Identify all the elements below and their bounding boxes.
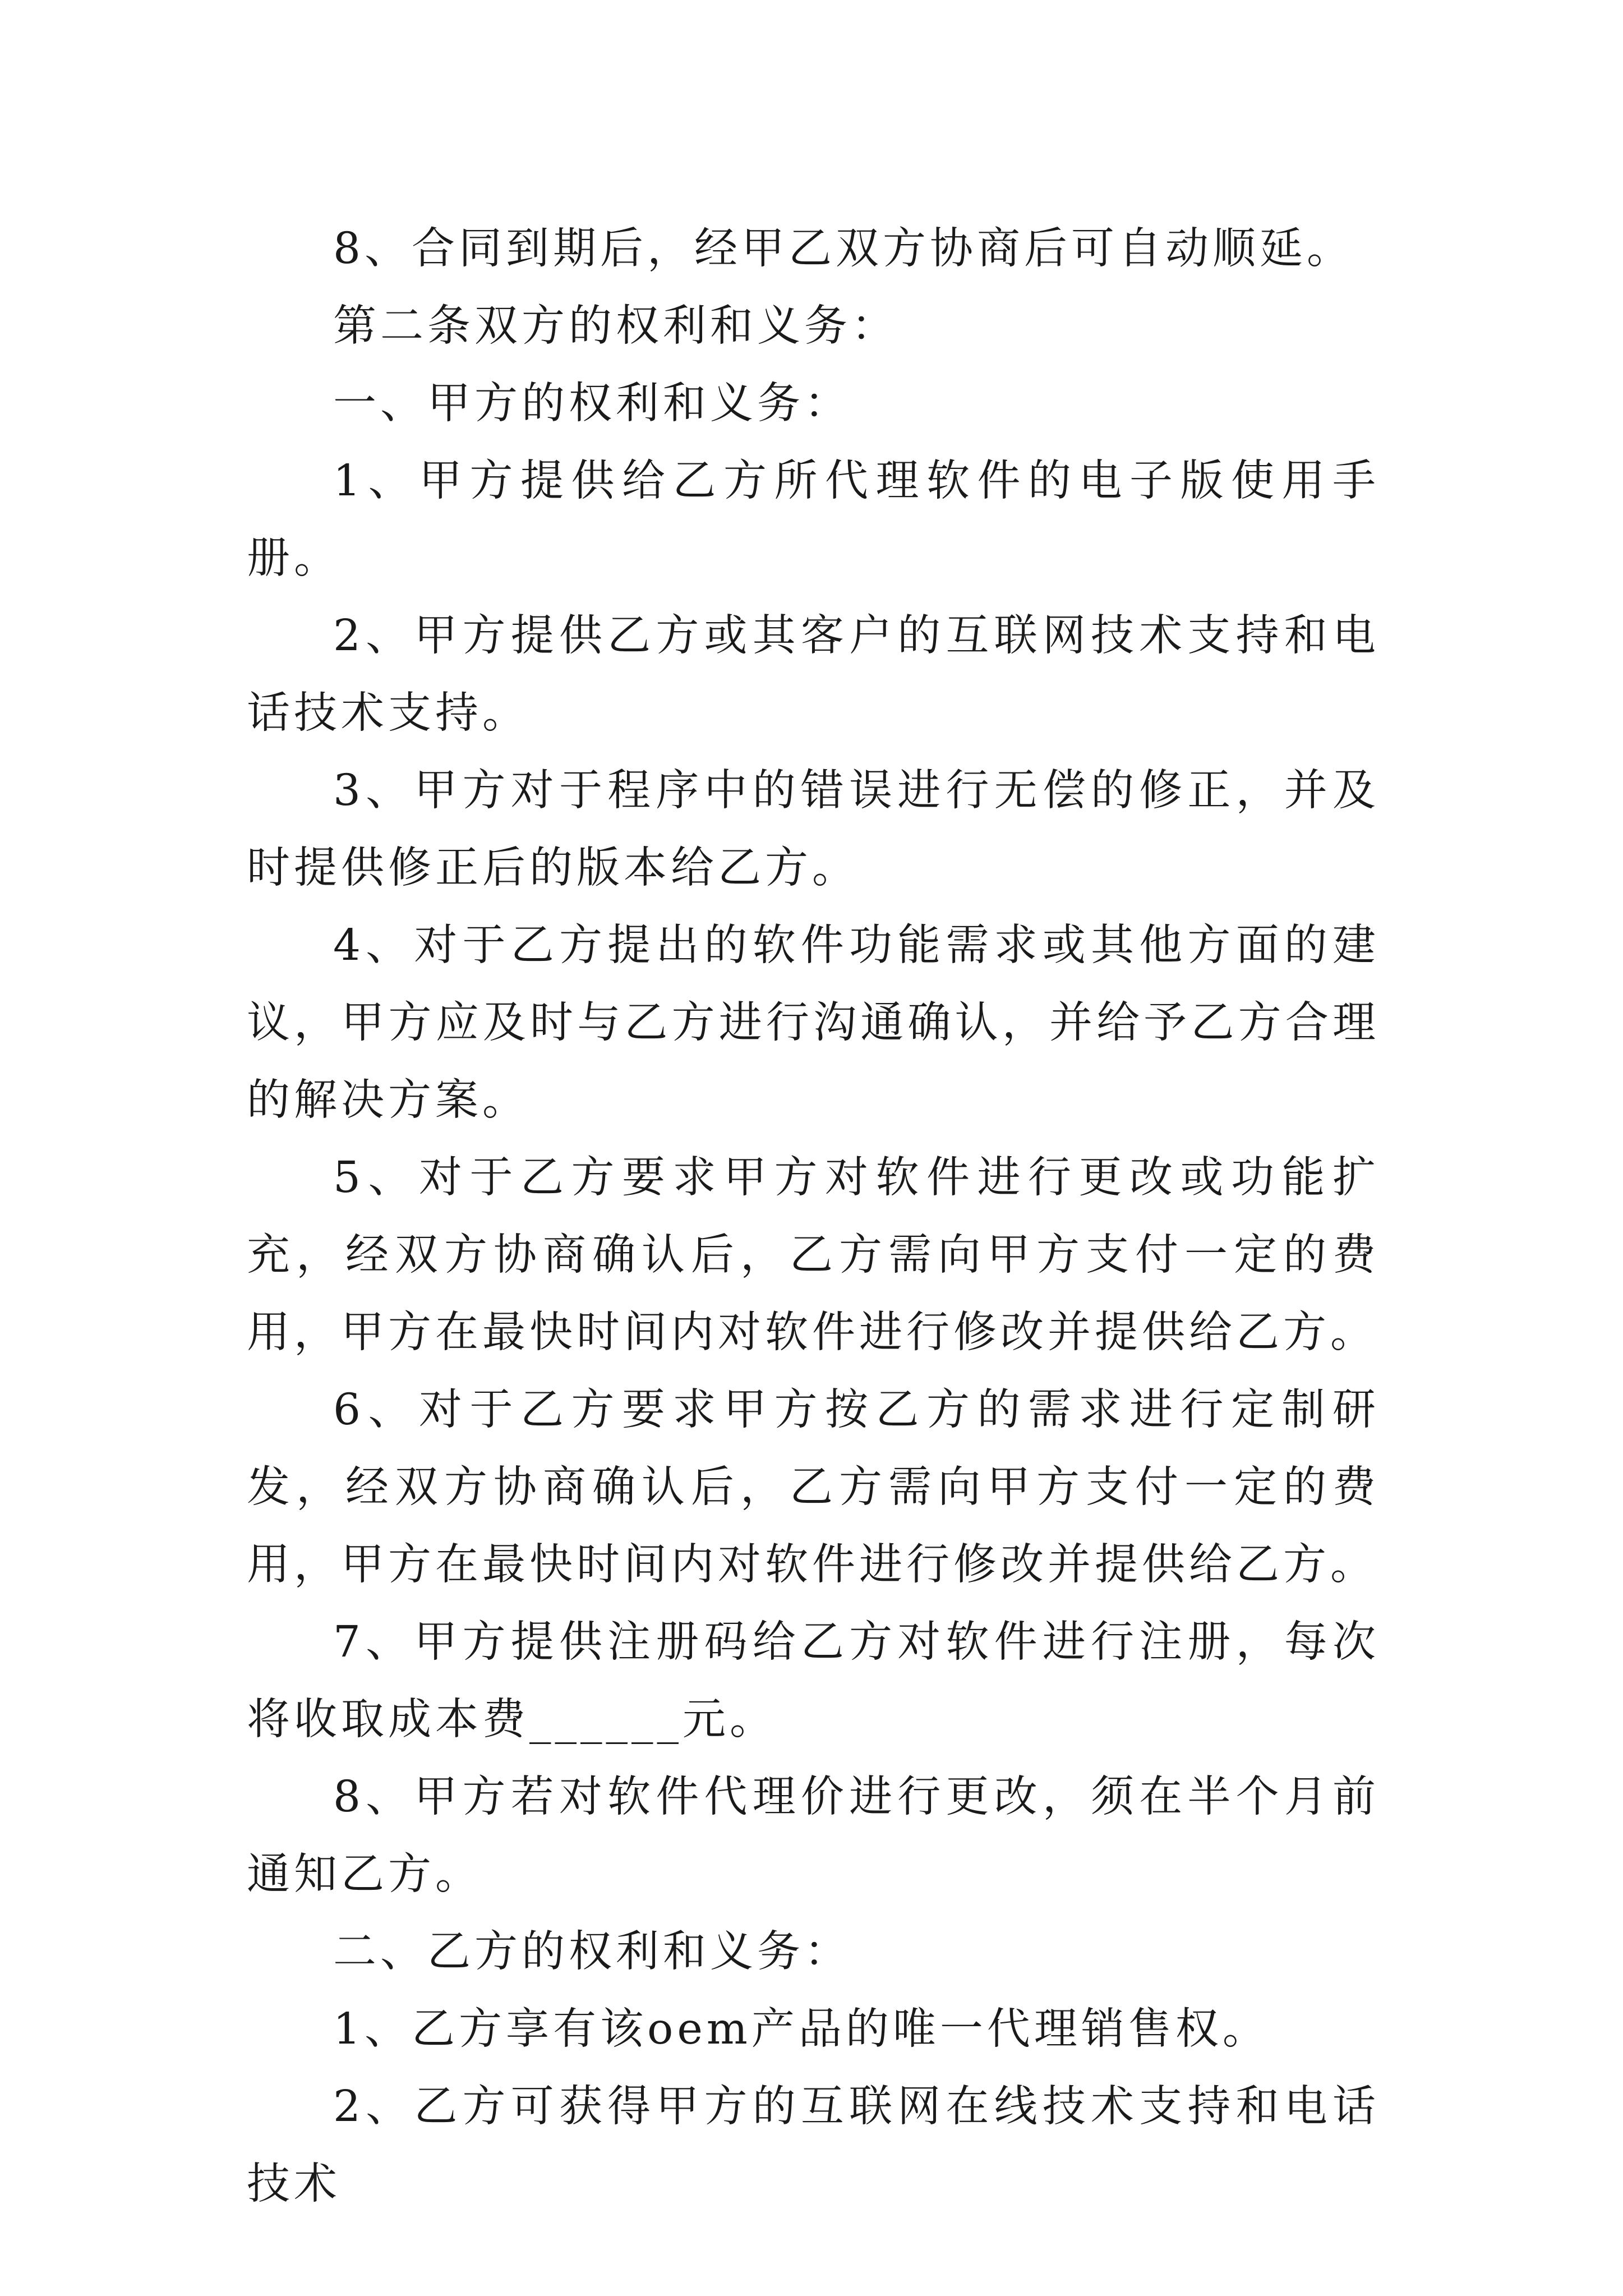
paragraph-party-a-1: 1、甲方提供给乙方所代理软件的电子版使用手册。 — [247, 456, 1380, 583]
document-body — [247, 210, 1380, 2223]
paragraph-party-a-7: 7、甲方提供注册码给乙方对软件进行注册，每次将收取成本费______元。 — [247, 1617, 1380, 1745]
paragraph-party-a-6: 6、对于乙方要求甲方按乙方的需求进行定制研发，经双方协商确认后，乙方需向甲方支付一定的费用，甲方在最快时间内对软件进行修改并提供给乙方。 — [247, 1385, 1380, 1590]
paragraph-party-a-2: 2、甲方提供乙方或其客户的互联网技术支持和电话技术支持。 — [247, 611, 1380, 738]
subsection-heading-party-b: 二、乙方的权利和义务： — [333, 1927, 851, 1977]
paragraph-party-a-8: 8、甲方若对软件代理价进行更改，须在半个月前通知乙方。 — [247, 1772, 1380, 1899]
paragraph-party-a-5: 5、对于乙方要求甲方对软件进行更改或功能扩充，经双方协商确认后，乙方需向甲方支付一定的费用，甲方在最快时间内对软件进行修改并提供给乙方。 — [247, 1153, 1380, 1358]
paragraph-party-b-2: 2、乙方可获得甲方的互联网在线技术支持和电话技术 — [247, 2082, 1380, 2209]
section-heading-article-2: 第二条双方的权利和义务： — [333, 301, 898, 351]
paragraph-clause-1-8: 8、合同到期后，经甲乙双方协商后可自动顺延。 — [333, 224, 1354, 274]
subsection-heading-party-a: 一、甲方的权利和义务： — [333, 379, 851, 429]
paragraph-party-b-1: 1、乙方享有该oem产品的唯一代理销售权。 — [333, 2004, 1270, 2054]
paragraph-party-a-3: 3、甲方对于程序中的错误进行无偿的修正，并及时提供修正后的版本给乙方。 — [247, 766, 1380, 893]
paragraph-party-a-4: 4、对于乙方提出的软件功能需求或其他方面的建议，甲方应及时与乙方进行沟通确认，并给予乙方合理的解决方案。 — [247, 921, 1380, 1125]
